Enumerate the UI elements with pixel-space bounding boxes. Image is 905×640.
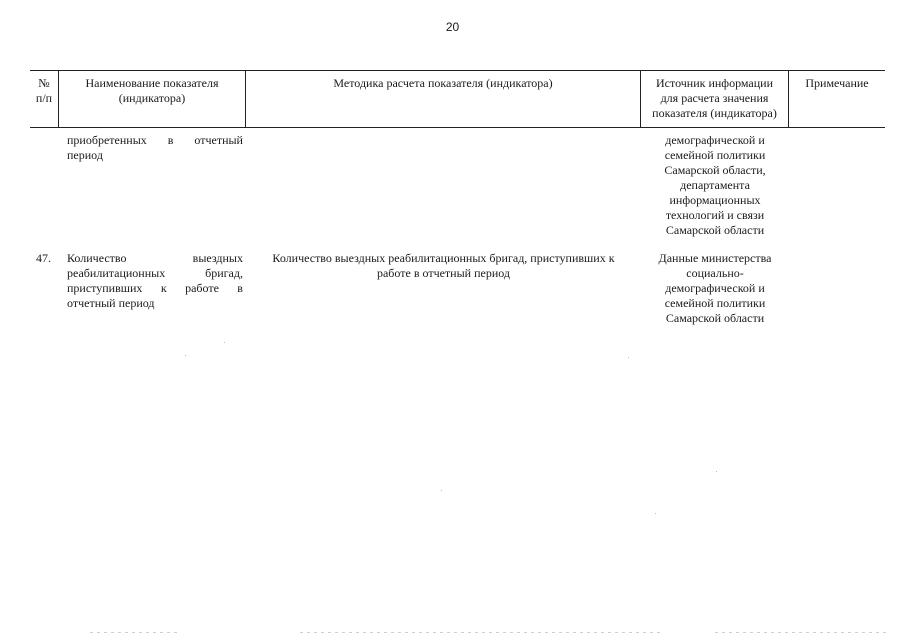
scan-noise [90, 632, 180, 633]
scan-noise [300, 632, 660, 633]
table-header [30, 70, 885, 128]
text-line: реабилитационных бригад, [67, 266, 243, 280]
header-number: № п/п [30, 71, 59, 127]
row-47-method: Количество выездных реабилитационных бригад, приступивших к работе в отчетный период [272, 251, 615, 280]
scan-speck [224, 342, 225, 343]
continued-row-name: приобретенных в отчетный период [67, 133, 243, 162]
scan-noise [715, 632, 890, 633]
header-indicator-name: Наименование показателя (индикатора) [59, 71, 246, 127]
text-line: Количество выездных [67, 251, 243, 265]
text-line: приобретенных в отчетный [67, 133, 243, 147]
text-line: приступивших к работе в [67, 281, 243, 295]
header-method: Методика расчета показателя (индикатора) [246, 71, 641, 127]
indicators-table [30, 70, 885, 325]
row-47-number: 47. [36, 251, 51, 265]
row-47-name: Количество выездных реабилитационных бригад, приступивших к работе в отчетный период [67, 251, 243, 310]
header-note: Примечание [805, 76, 869, 90]
scan-speck [628, 357, 629, 358]
row-47-source: Данные министерства социально- демографической и семейной политики Самарской области [658, 251, 772, 325]
scan-speck [185, 355, 186, 356]
scan-speck [716, 471, 717, 472]
continued-row-source: демографической и семейной политики Самарской области, департамента информационных технологий и связи Самарской области [664, 133, 766, 237]
scan-speck [441, 490, 442, 491]
scan-speck [655, 513, 656, 514]
page-number: 20 [445, 20, 460, 34]
header-source: Источник информации для расчета значения показателя (индикатора) [641, 71, 789, 127]
